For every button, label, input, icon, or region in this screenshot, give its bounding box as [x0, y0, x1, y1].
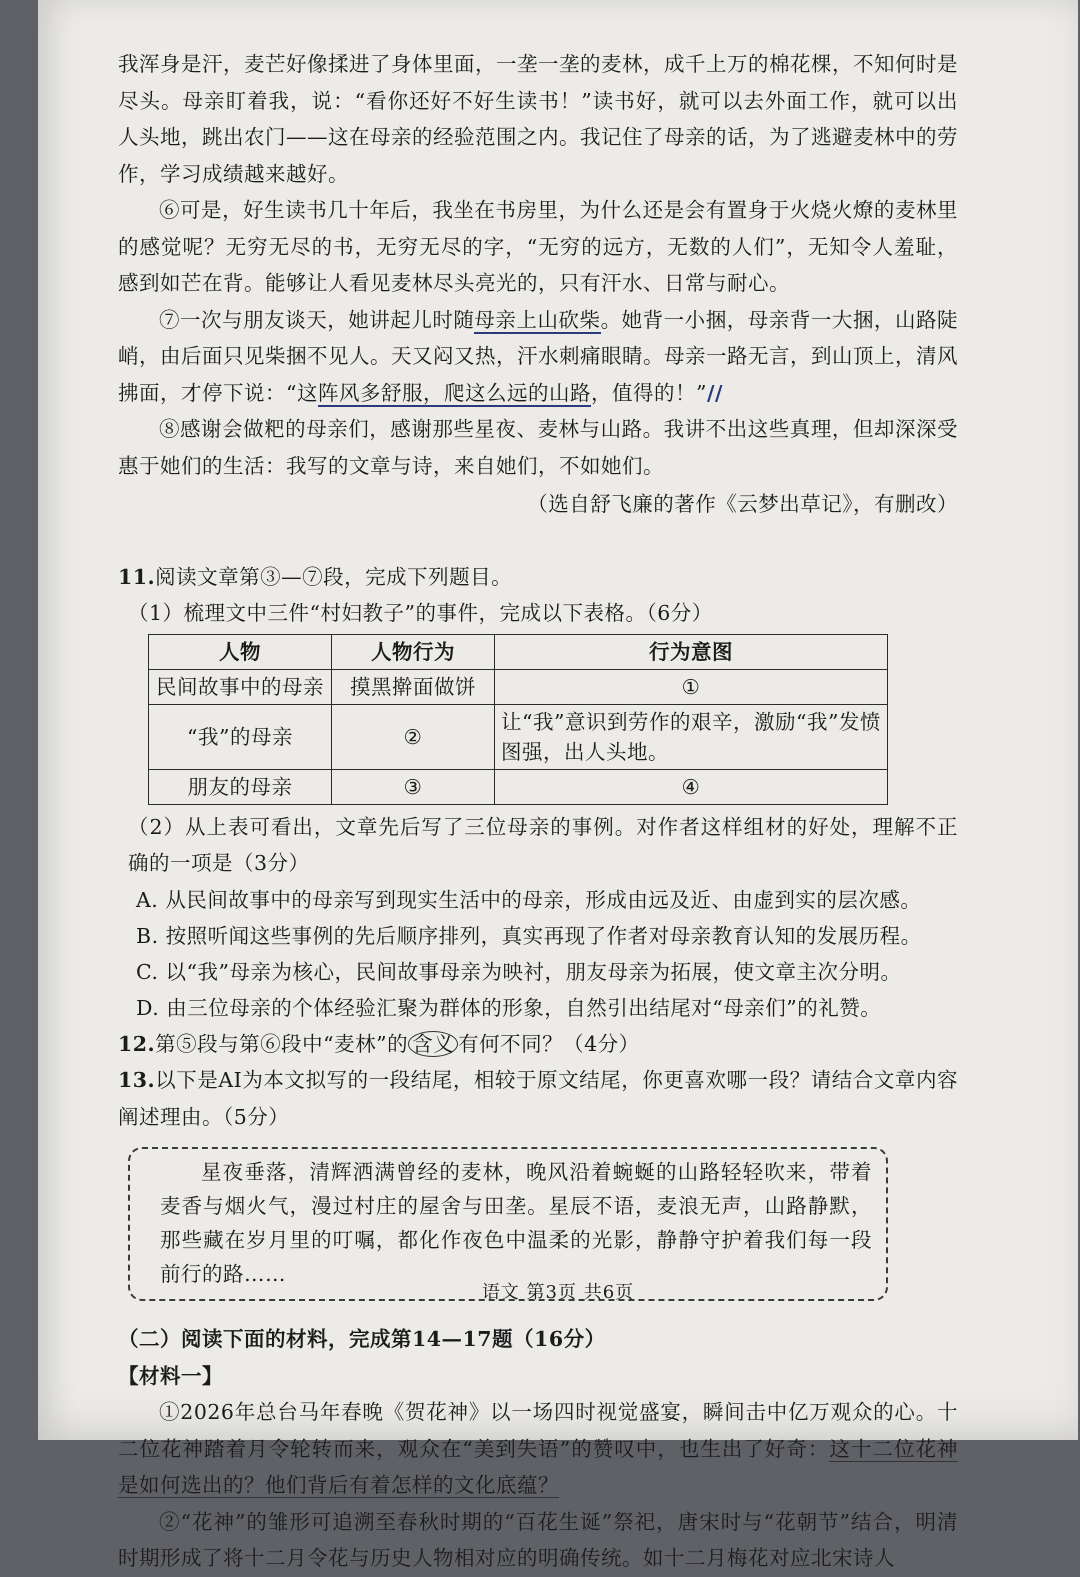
table-row — [149, 704, 888, 769]
question-11 — [118, 559, 958, 1026]
table-header: 人物 — [149, 634, 332, 669]
table-header: 人物行为 — [332, 634, 495, 669]
ai-ending-text: 星夜垂落，清辉洒满曾经的麦林，晚风沿着蜿蜒的山路轻轻吹来，带着麦香与烟火气，漫过村庄的屋舍与田垄。星辰不语，麦浪无声，山路静默，那些藏在岁月里的叮嘱，都化作夜色中温柔的光影，静静守护着我们每一段前行的路…… — [160, 1160, 872, 1286]
table-row — [149, 769, 888, 804]
table-cell-blank-2: ② — [332, 704, 495, 769]
table-cell: “我”的母亲 — [149, 704, 332, 769]
paragraph-8: ⑧感谢会做粑的母亲们，感谢那些星夜、麦林与山路。我讲不出这些真理，但却深深受惠于她们的生活：我写的文章与诗，来自她们，不如她们。 — [118, 417, 958, 478]
option-d: D. 由三位母亲的个体经验汇聚为群体的形象，自然引出结尾对“母亲们”的礼赞。 — [136, 995, 882, 1020]
source-citation: （选自舒飞廉的著作《云梦出草记》，有删改） — [527, 492, 958, 516]
table-header-row — [149, 634, 888, 669]
page-footer: 语文 第3页 共6页 — [481, 1282, 635, 1303]
question-11-part-2: （2）从上表可看出，文章先后写了三位母亲的事例。对作者这样组材的好处，理解不正确的一项是（3分） — [128, 814, 958, 875]
table-cell-blank-1: ① — [495, 669, 888, 704]
table-cell: 朋友的母亲 — [149, 769, 332, 804]
paragraph-5-continued: 我浑身是汗，麦芒好像揉进了身体里面，一垄一垄的麦林，成千上万的棉花棵，不知何时是尽头。母亲盯着我，说：“看你还好不好生读书！”读书好，就可以去外面工作，就可以出人头地，跳出农门——这在母亲的经验范围之内。我记住了母亲的话，为了逃避麦林中的劳作，学习成绩越来越好。 — [118, 52, 958, 186]
page-content — [118, 46, 958, 1577]
table-cell-blank-3: ③ — [332, 769, 495, 804]
option-b: B. 按照听闻这些事例的先后顺序排列，真实再现了作者对母亲教育认知的发展历程。 — [136, 923, 922, 948]
question-11-part-1: （1）梳理文中三件“村妇教子”的事件，完成以下表格。（6分） — [128, 601, 713, 625]
underline-chopping-wood: 母亲上山砍柴 — [474, 307, 601, 332]
underline-breeze: 阵风多舒服，爬这么远的山路 — [317, 380, 591, 405]
events-table — [148, 634, 888, 805]
question-13: 13.以下是AI为本文拟写的一段结尾，相较于原文结尾，你更喜欢哪一段？请结合文章内容阐述理由。（5分） — [118, 1068, 958, 1129]
question-12: 12.第⑤段与第⑥段中“麦林”的 含义 有何不同？（4分） — [118, 1031, 640, 1056]
material-1-paragraph-1: ①2026年总台马年春晚《贺花神》以一场四时视觉盛宴，瞬间击中亿万观众的心。十二位花神踏着月令轮转而来，观众在“美到失语”的赞叹中，也生出了好奇：这十二位花神是如何选出的？他们背后有着怎样的文化底蕴？ — [118, 1400, 958, 1497]
circled-word: 含义 — [408, 1031, 458, 1057]
underlined-question: 这十二位花神是如何选出的？他们背后有着怎样的文化底蕴？ — [118, 1436, 958, 1497]
handwritten-slash-mark: // — [706, 380, 723, 405]
paragraph-7: ⑦一次与朋友谈天，她讲起儿时随母亲上山砍柴。她背一小捆，母亲背一大捆，山路陡峭，由后面只见柴捆不见人。天又闷又热，汗水刺痛眼睛。母亲一路无言，到山顶上，清风拂面，才停下说：“这阵风多舒服，爬这么远的山路，值得的！”// — [118, 307, 959, 405]
paragraph-6: ⑥可是，好生读书几十年后，我坐在书房里，为什么还是会有置身于火烧火燎的麦林里的感觉呢？无穷无尽的书，无穷无尽的字，“无穷的远方，无数的人们”，无知令人羞耻，感到如芒在背。能够让人看见麦林尽头亮光的，只有汗水、日常与耐心。 — [118, 198, 958, 295]
option-c: C. 以“我”母亲为核心，民间故事母亲为映衬，朋友母亲为拓展，使文章主次分明。 — [136, 959, 902, 984]
exam-page — [38, 0, 1078, 1570]
table-cell: 让“我”意识到劳作的艰辛，激励“我”发愤图强，出人头地。 — [495, 704, 888, 769]
table-cell: 民间故事中的母亲 — [149, 669, 332, 704]
material-1-label: 【材料一】 — [118, 1363, 223, 1388]
table-cell: 摸黑擀面做饼 — [332, 669, 495, 704]
question-11-number: 11. — [118, 564, 156, 589]
section-2-title: （二）阅读下面的材料，完成第14—17题（16分） — [118, 1327, 606, 1351]
table-row — [149, 669, 888, 704]
table-cell-blank-4: ④ — [495, 769, 888, 804]
table-header: 行为意图 — [495, 634, 888, 669]
question-11-stem: 阅读文章第③—⑦段，完成下列题目。 — [155, 564, 513, 589]
material-1-paragraph-2: ②“花神”的雏形可追溯至春秋时期的“百花生诞”祭祀，唐宋时与“花朝节”结合，明清时期形成了将十二月令花与历史人物相对应的明确传统。如十二月梅花对应北宋诗人 — [118, 1509, 958, 1570]
option-a: A. 从民间故事中的母亲写到现实生活中的母亲，形成由远及近、由虚到实的层次感。 — [136, 887, 922, 912]
